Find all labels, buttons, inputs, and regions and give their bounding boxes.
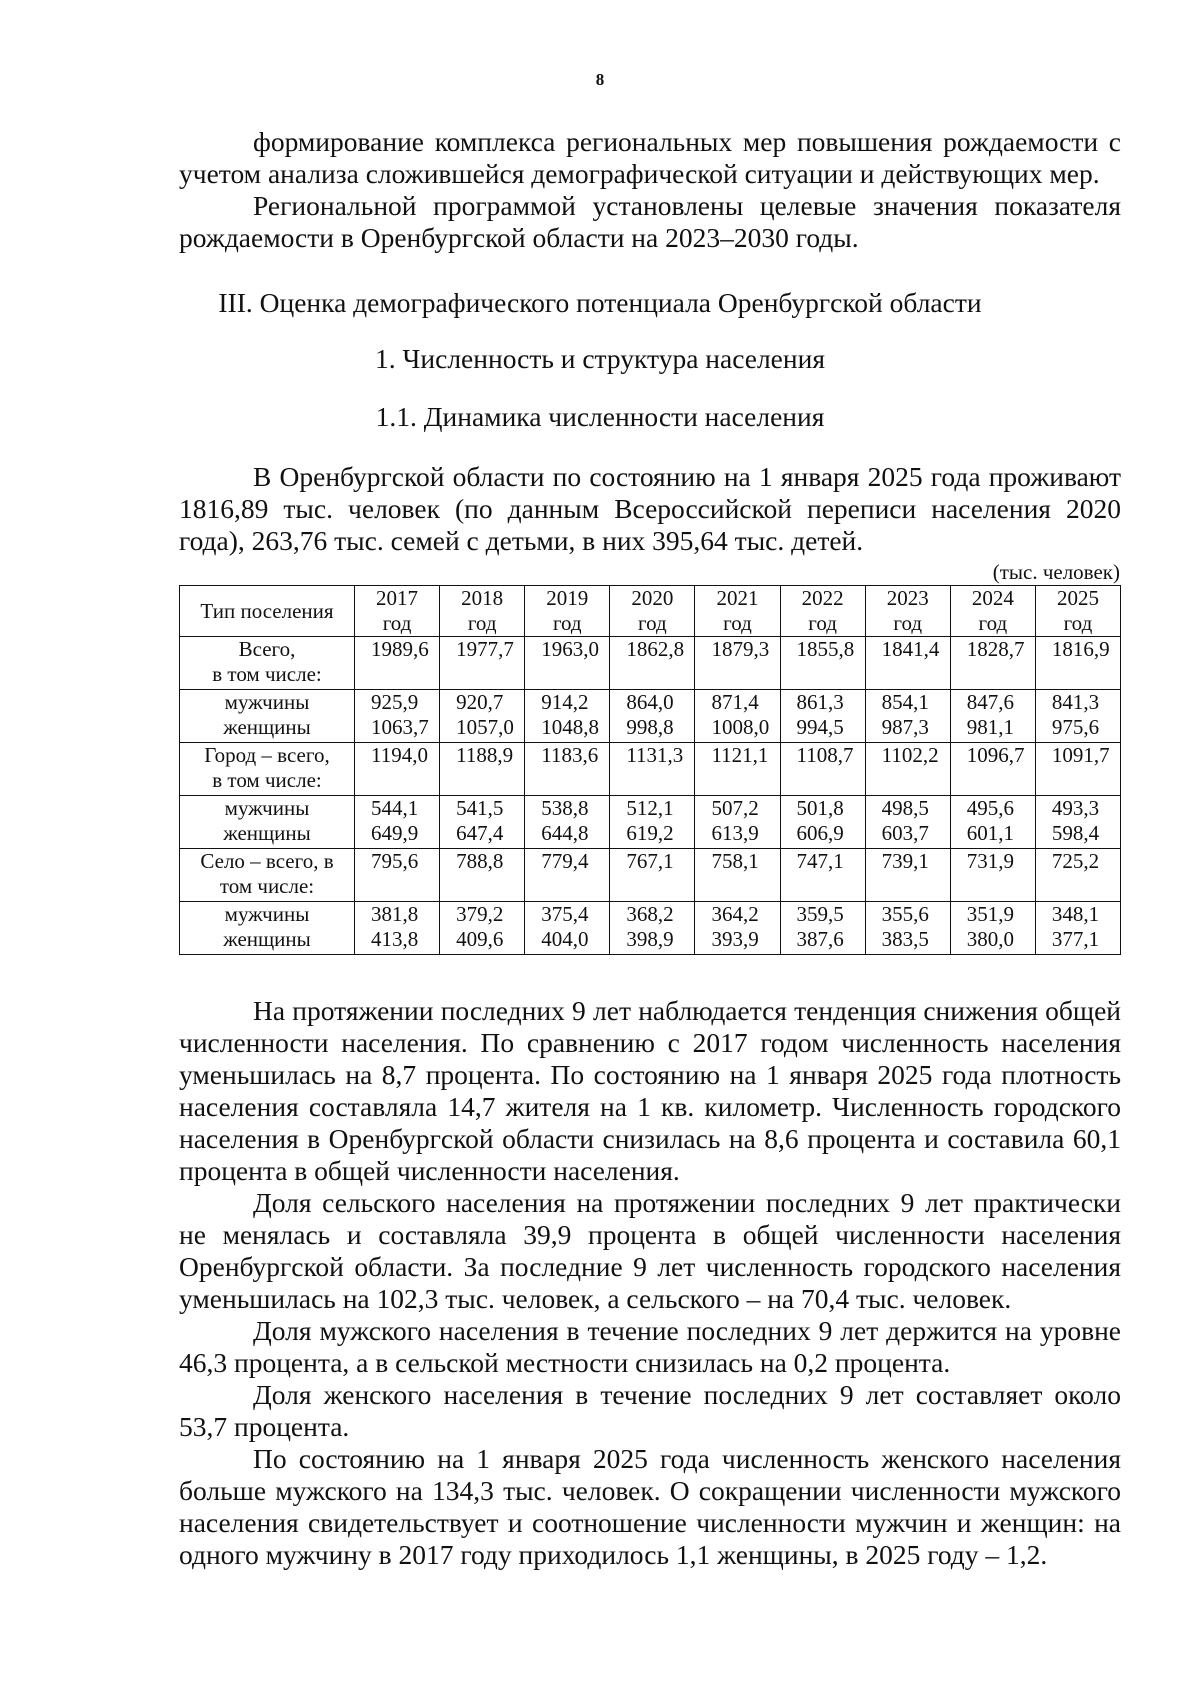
cell-value-women: 987,3	[881, 715, 929, 739]
table-cell	[695, 902, 780, 955]
header-year	[355, 586, 440, 637]
table-cell: 739,1	[865, 849, 950, 902]
table-cell	[1035, 796, 1120, 849]
table-cell: 1977,7	[440, 637, 525, 690]
cell-value-men: 379,2	[456, 902, 504, 926]
year-value: 2020	[631, 586, 674, 610]
table-cell	[950, 796, 1035, 849]
table-cell: 1091,7	[1035, 743, 1120, 796]
body-text	[179, 995, 1121, 1571]
subsubsection-heading: 1.1. Динамика численности населения	[375, 401, 825, 432]
table-cell: 1989,6	[355, 637, 440, 690]
table-cell	[610, 796, 695, 849]
cell-value-men: 544,1	[371, 796, 419, 820]
cell-value-women: 994,5	[796, 715, 844, 739]
year-value: 2018	[461, 586, 504, 610]
row-label	[180, 902, 355, 955]
table-cell: 1855,8	[780, 637, 865, 690]
cell-value-women: 619,2	[626, 821, 674, 845]
header-year	[950, 586, 1035, 637]
table-row-sex	[180, 902, 1121, 955]
table-cell: 758,1	[695, 849, 780, 902]
row-label-line: женщины	[223, 715, 311, 739]
header-year	[440, 586, 525, 637]
population-table	[179, 585, 1121, 955]
page-number: 8	[595, 70, 605, 89]
row-label	[180, 849, 355, 902]
table-cell	[355, 690, 440, 743]
table-cell: 1121,1	[695, 743, 780, 796]
table-cell: 1841,4	[865, 637, 950, 690]
row-label-line: том числе:	[219, 874, 315, 898]
cell-value-women: 606,9	[796, 821, 844, 845]
year-value: 2025	[1056, 586, 1099, 610]
cell-value-women: 1057,0	[456, 715, 514, 739]
row-label-line: мужчины	[224, 796, 310, 820]
table-cell	[440, 902, 525, 955]
table-cell: 767,1	[610, 849, 695, 902]
year-value: 2019	[546, 586, 589, 610]
year-value: 2024	[971, 586, 1014, 610]
table-cell: 1963,0	[525, 637, 610, 690]
table-cell	[1035, 690, 1120, 743]
cell-value-women: 409,6	[456, 927, 504, 951]
table-cell: 1828,7	[950, 637, 1035, 690]
cell-value-men: 541,5	[456, 796, 504, 820]
row-label	[180, 796, 355, 849]
cell-value-women: 413,8	[371, 927, 419, 951]
cell-value-women: 644,8	[541, 821, 589, 845]
table-cell	[525, 690, 610, 743]
cell-value-men: 375,4	[541, 902, 589, 926]
table-cell	[525, 902, 610, 955]
row-label-line: в том числе:	[212, 768, 322, 792]
table-cell: 795,6	[355, 849, 440, 902]
table-row-total	[180, 637, 1121, 690]
row-label-line: Село – всего, в	[200, 849, 334, 873]
cell-value-women: 404,0	[541, 927, 589, 951]
year-suffix: год	[978, 611, 1008, 635]
cell-value-men: 507,2	[711, 796, 759, 820]
table-cell: 747,1	[780, 849, 865, 902]
cell-value-men: 920,7	[456, 690, 504, 714]
table-row-total	[180, 743, 1121, 796]
header-year	[1035, 586, 1120, 637]
cell-value-men: 841,3	[1051, 690, 1100, 714]
table-header-row	[180, 586, 1121, 637]
year-value: 2017	[376, 586, 419, 610]
body-paragraph: Доля женского населения в течение последних 9 лет составляет около 53,7 процента.	[179, 1379, 1121, 1442]
table-cell: 1862,8	[610, 637, 695, 690]
cell-value-men: 538,8	[541, 796, 589, 820]
table-cell	[780, 796, 865, 849]
row-label-line: мужчины	[224, 902, 310, 926]
row-label-line: Город – всего,	[204, 743, 330, 767]
cell-value-men: 351,9	[966, 902, 1015, 926]
cell-value-women: 603,7	[881, 821, 929, 845]
table-cell	[355, 796, 440, 849]
year-value: 2023	[886, 586, 929, 610]
subsection-heading: 1. Численность и структура населения	[375, 343, 825, 374]
cell-value-women: 1008,0	[711, 715, 770, 739]
cell-value-men: 861,3	[796, 690, 844, 714]
table-cell	[865, 796, 950, 849]
cell-value-men: 847,6	[966, 690, 1015, 714]
table-cell: 1131,3	[610, 743, 695, 796]
table-cell: 1194,0	[355, 743, 440, 796]
year-suffix: год	[467, 611, 497, 635]
table-cell: 731,9	[950, 849, 1035, 902]
year-value: 2022	[801, 586, 844, 610]
cell-value-women: 1063,7	[371, 715, 429, 739]
table-cell: 1102,2	[865, 743, 950, 796]
cell-value-men: 914,2	[541, 690, 589, 714]
year-suffix: год	[893, 611, 923, 635]
cell-value-women: 981,1	[966, 715, 1015, 739]
body-paragraph: Доля мужского населения в течение последних 9 лет держится на уровне 46,3 процента, а в сельской местности снизилась на 0,2 процента.	[179, 1315, 1121, 1378]
table-cell	[440, 690, 525, 743]
table-cell	[950, 690, 1035, 743]
year-suffix: год	[638, 611, 667, 635]
year-value: 2021	[716, 586, 759, 610]
cell-value-women: 393,9	[711, 927, 759, 951]
table-row-sex	[180, 796, 1121, 849]
table-cell	[1035, 902, 1120, 955]
table-cell: 788,8	[440, 849, 525, 902]
table-cell	[780, 902, 865, 955]
cell-value-men: 381,8	[371, 902, 419, 926]
table-cell	[865, 690, 950, 743]
cell-value-men: 854,1	[881, 690, 929, 714]
header-settlement-type: Тип поселения	[180, 586, 355, 637]
table-units: (тыс. человек)	[992, 560, 1120, 584]
table-row-sex	[180, 690, 1121, 743]
cell-value-men: 498,5	[881, 796, 929, 820]
cell-value-men: 495,6	[966, 796, 1015, 820]
row-label	[180, 637, 355, 690]
cell-value-women: 647,4	[456, 821, 504, 845]
cell-value-men: 501,8	[796, 796, 844, 820]
row-label-line: женщины	[223, 821, 311, 845]
year-suffix: год	[808, 611, 837, 635]
cell-value-men: 512,1	[626, 796, 674, 820]
table-cell: 1816,9	[1035, 637, 1120, 690]
cell-value-women: 398,9	[626, 927, 674, 951]
section-heading: III. Оценка демографического потенциала Оренбургской области	[218, 287, 982, 318]
cell-value-women: 380,0	[966, 927, 1015, 951]
row-label	[180, 743, 355, 796]
lead-text	[179, 461, 1121, 557]
year-suffix: год	[552, 611, 582, 635]
header-year	[525, 586, 610, 637]
table-cell	[610, 902, 695, 955]
table-cell	[355, 902, 440, 955]
table-cell: 725,2	[1035, 849, 1120, 902]
row-label-line: Всего,	[238, 637, 296, 661]
table-cell	[440, 796, 525, 849]
cell-value-women: 975,6	[1051, 715, 1100, 739]
cell-value-women: 383,5	[881, 927, 929, 951]
cell-value-women: 598,4	[1051, 821, 1100, 845]
table-cell	[950, 902, 1035, 955]
header-year	[865, 586, 950, 637]
header-year	[695, 586, 780, 637]
table-cell	[780, 690, 865, 743]
intro-text	[179, 126, 1121, 254]
table-cell: 779,4	[525, 849, 610, 902]
table-cell	[695, 796, 780, 849]
table-cell	[865, 902, 950, 955]
body-paragraph: На протяжении последних 9 лет наблюдается тенденция снижения общей численности населения. По сравнению с 2017 годом численность населения уменьшилась на 8,7 процента. По состоянию на 1 января 2025 года плотность населения составляла 14,7 жителя на 1 кв. километр. Численность городского населения в Оренбургской области снизилась на 8,6 процента и составила 60,1 процента в общей численности населения.	[179, 995, 1121, 1186]
cell-value-men: 925,9	[371, 690, 419, 714]
cell-value-men: 368,2	[626, 902, 674, 926]
cell-value-men: 355,6	[881, 902, 929, 926]
row-label-line: мужчины	[224, 690, 310, 714]
cell-value-women: 1048,8	[541, 715, 599, 739]
table-row-total	[180, 849, 1121, 902]
year-suffix: год	[382, 611, 412, 635]
cell-value-women: 998,8	[626, 715, 674, 739]
cell-value-women: 377,1	[1051, 927, 1100, 951]
cell-value-women: 649,9	[371, 821, 419, 845]
table-cell	[610, 690, 695, 743]
cell-value-men: 348,1	[1051, 902, 1100, 926]
year-suffix: год	[723, 611, 752, 635]
lead-paragraph: В Оренбургской области по состоянию на 1 января 2025 года проживают 1816,89 тыс. человек (по данным Всероссийской переписи населения 2020 года), 263,76 тыс. семей с детьми, в них 395,64 тыс. детей.	[179, 461, 1121, 556]
intro-paragraph: Региональной программой установлены целевые значения показателя рождаемости в Оренбургской области на 2023–2030 годы.	[179, 190, 1121, 253]
cell-value-men: 493,3	[1051, 796, 1100, 820]
table-cell	[695, 690, 780, 743]
cell-value-men: 359,5	[796, 902, 844, 926]
cell-value-men: 864,0	[626, 690, 674, 714]
table-cell: 1879,3	[695, 637, 780, 690]
table-cell: 1096,7	[950, 743, 1035, 796]
cell-value-men: 871,4	[711, 690, 759, 714]
row-label	[180, 690, 355, 743]
table-cell: 1108,7	[780, 743, 865, 796]
cell-value-women: 601,1	[966, 821, 1015, 845]
intro-paragraph: формирование комплекса региональных мер повышения рождаемости с учетом анализа сложившейся демографической ситуации и действующих мер.	[179, 126, 1121, 189]
cell-value-women: 613,9	[711, 821, 759, 845]
cell-value-men: 364,2	[711, 902, 759, 926]
header-year	[780, 586, 865, 637]
year-suffix: год	[1063, 611, 1093, 635]
body-paragraph: Доля сельского населения на протяжении последних 9 лет практически не менялась и составляла 39,9 процента в общей численности населения Оренбургской области. За последние 9 лет численность городского населения уменьшилась на 102,3 тыс. человек, а сельского – на 70,4 тыс. человек.	[179, 1187, 1121, 1314]
body-paragraph: По состоянию на 1 января 2025 года численность женского населения больше мужского на 134,3 тыс. человек. О сокращении численности мужского населения свидетельствует и соотношение численности мужчин и женщин: на одного мужчину в 2017 году приходилось 1,1 женщины, в 2025 году – 1,2.	[179, 1443, 1121, 1570]
table-cell: 1188,9	[440, 743, 525, 796]
table-cell	[525, 796, 610, 849]
row-label-line: в том числе:	[212, 662, 322, 686]
table-cell: 1183,6	[525, 743, 610, 796]
row-label-line: женщины	[223, 927, 311, 951]
header-year	[610, 586, 695, 637]
cell-value-women: 387,6	[796, 927, 844, 951]
